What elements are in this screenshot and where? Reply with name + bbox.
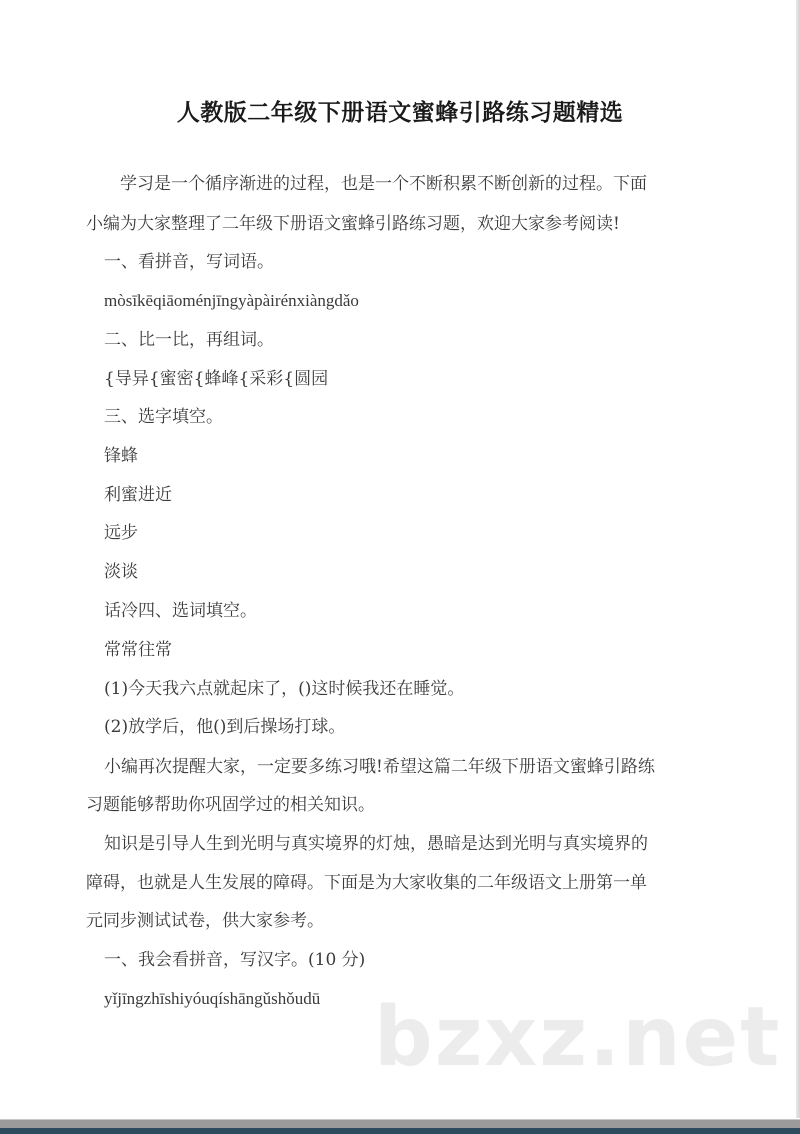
exercise-line: 远步 — [104, 523, 138, 543]
paragraph-line: 知识是引导人生到光明与真实境界的灯烛，愚暗是达到光明与真实境界的 — [104, 834, 648, 854]
pinyin-line: mòsīkēqiāoménjīngyàpàirénxiàngdǎo — [104, 291, 359, 310]
taskbar — [0, 1128, 800, 1134]
paragraph-line: 学习是一个循序渐进的过程，也是一个不断积累不断创新的过程。下面 — [120, 174, 647, 194]
paragraph-line: 小编为大家整理了二年级下册语文蜜蜂引路练习题，欢迎大家参考阅读! — [86, 214, 620, 234]
exercise-line: (2)放学后，他()到后操场打球。 — [104, 717, 346, 737]
paragraph-line: 障碍，也就是人生发展的障碍。下面是为大家收集的二年级语文上册第一单 — [86, 873, 647, 893]
watermark: bzxz.net — [374, 990, 782, 1085]
paragraph-line: 习题能够帮助你巩固学过的相关知识。 — [86, 795, 375, 815]
document-title: 人教版二年级下册语文蜜蜂引路练习题精选 — [176, 100, 624, 126]
paragraph-line: 元同步测试试卷，供大家参考。 — [86, 911, 324, 931]
exercise-line: (1)今天我六点就起床了，()这时候我还在睡觉。 — [104, 679, 465, 699]
pinyin-line: yǐjīngzhīshiyóuqíshāngǔshǒudū — [104, 989, 321, 1008]
exercise-line: 淡谈 — [104, 562, 138, 582]
section-heading: 三、选字填空。 — [104, 407, 223, 427]
paragraph-line: 小编再次提醒大家，一定要多练习哦!希望这篇二年级下册语文蜜蜂引路练 — [104, 757, 655, 777]
exercise-line: 利蜜进近 — [104, 485, 172, 505]
section-heading: 一、看拼音，写词语。 — [104, 252, 274, 272]
exercise-line: 锋蜂 — [104, 446, 138, 466]
exercise-line: {导异{蜜密{蜂峰{采彩{圆园 — [104, 369, 329, 389]
exercise-line: 常常往常 — [104, 640, 172, 660]
section-heading: 二、比一比，再组词。 — [104, 330, 274, 350]
section-heading: 一、我会看拼音，写汉字。(10 分) — [104, 950, 366, 970]
section-heading: 话冷四、选词填空。 — [104, 601, 257, 621]
vertical-scrollbar[interactable] — [796, 0, 800, 1118]
